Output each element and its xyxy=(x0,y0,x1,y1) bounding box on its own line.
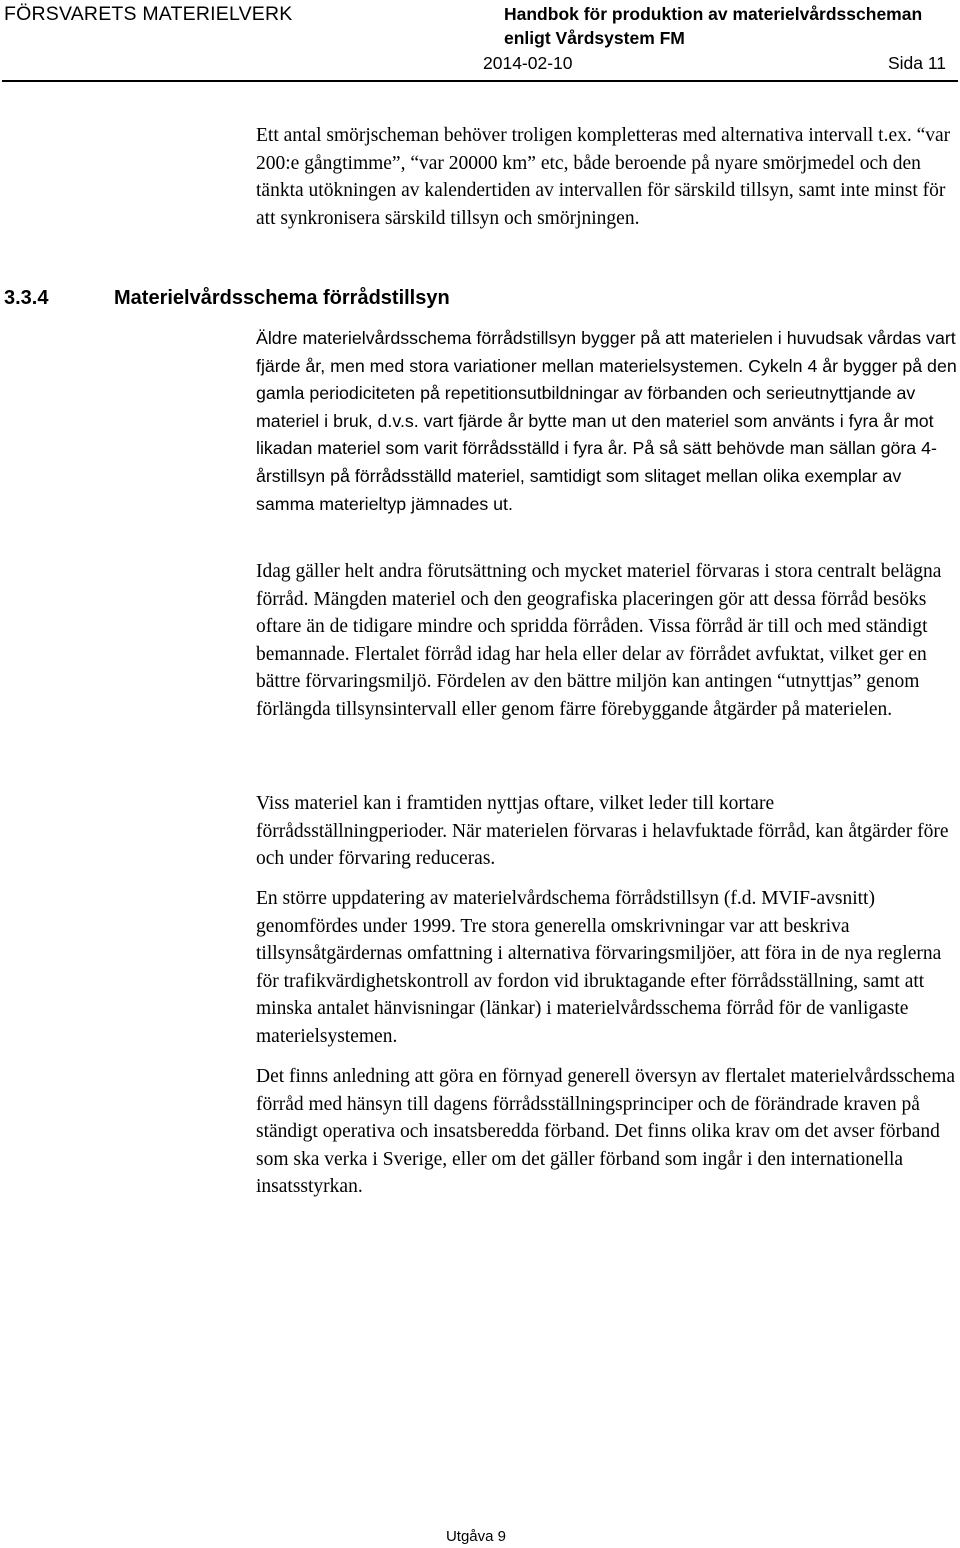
section-number: 3.3.4 xyxy=(4,287,49,309)
paragraph-4: En större uppdatering av materielvårdschema förrådstillsyn (f.d. MVIF-avsnitt) genomfördes under 1999. Tre stora generella omskrivningar var att beskriva tillsynsåtgärdernas omfattning i alternativa förvaringsmiljöer, att föra in de nya reglerna för trafikvärdighetskontroll av fordon vid ibruktagande efter förrådsställning, samt att minska antalet hänvisningar (länkar) i materielvårdsschema förråd för de vanligaste materielsystemen. xyxy=(256,888,942,1047)
paragraph-5: Det finns anledning att göra en förnyad generell översyn av flertalet materielvårdsschema förråd med hänsyn till dagens förrådsställningsprinciper och de förändrade kraven på ständigt operativa och insatsberedda förband. Det finns olika krav om det avser förband som ska verka i Sverige, eller om det gäller förband som ingår i den internationella insatsstyrkan. xyxy=(256,1066,956,1198)
organization-name: FÖRSVARETS MATERIELVERK xyxy=(4,3,293,25)
section-title: Materielvårdsschema förrådstillsyn xyxy=(114,287,450,309)
section-heading xyxy=(4,284,450,312)
paragraph-1: Äldre materielvårdsschema förrådstillsyn bygger på att materielen i huvudsak vårdas vart fjärde år, men med stora variationer mellan materielsystemen. Cykeln 4 år bygger på den gamla periodiciteten på repetitionsutbildningar av förbanden och serieutnyttjande av materiel i bruk, d.v.s. vart fjärde år bytte man ut den materiel som använts i fyra år mot likadan materiel som varit förrådsställd i fyra år. På så sätt behövde man sällan göra 4-årstillsyn på förrådsställd materiel, samtidigt som slitaget mellan olika exemplar av samma materieltyp jämnades ut. xyxy=(256,328,957,514)
edition-label: Utgåva 9 xyxy=(445,1528,507,1545)
document-date: 2014-02-10 xyxy=(483,53,573,73)
intro-paragraph: Ett antal smörjscheman behöver troligen kompletteras med alternativa intervall t.ex. “var 200:e gångtimme”, “var 20000 km” etc, både beroende på nyare smörjmedel och den tänkta utökningen av kalendertiden av intervallen för särskild tillsyn, samt inte minst för att synkronisera särskild tillsyn och smörjningen. xyxy=(256,125,951,229)
paragraph-3: Viss materiel kan i framtiden nyttjas oftare, vilket leder till kortare förrådsställningperioder. När materielen förvaras i helavfuktade förråd, kan åtgärder före och under förvaring reduceras. xyxy=(256,793,949,870)
paragraph-2: Idag gäller helt andra förutsättning och mycket materiel förvaras i stora centralt belägna förråd. Mängden materiel och den geografiska placeringen gör att dessa förråd besöks oftare än de tidigare mindre och spridda förråden. Vissa förråd är till och med ständigt bemannade. Flertalet förråd idag har hela eller delar av förrådet avfuktat, vilket ger en bättre förvaringsmiljö. Fördelen av den bättre miljön kan antingen “utnyttjas” genom förlängda tillsynsintervall eller genom färre förebyggande åtgärder på materielen. xyxy=(256,561,942,720)
header-divider xyxy=(2,80,958,82)
page-header xyxy=(0,0,960,80)
page-number: Sida 11 xyxy=(887,53,946,73)
document-title: Handbok för produktion av materielvårdsscheman enligt Vårdsystem FM xyxy=(504,4,923,48)
page-footer xyxy=(0,1527,960,1547)
